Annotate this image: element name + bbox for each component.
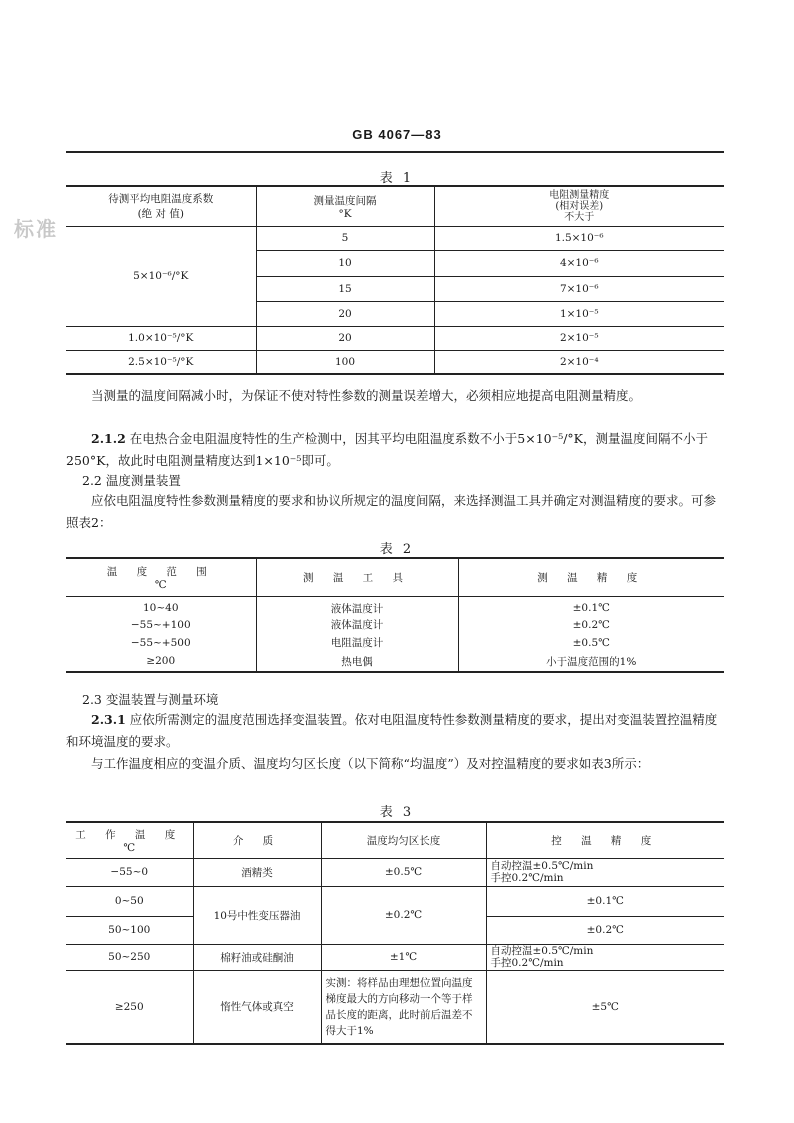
paragraph-thermometry: 应依电阻温度特性参数测量精度的要求和协议所规定的温度间隔，来选择测温工具并确定对测温精度的要求。可参照表2： [66, 493, 717, 530]
table-row [66, 596, 724, 616]
section-number: 2.3.1 [91, 712, 126, 727]
table1-precision-cell: 2×10⁻⁴ [434, 350, 724, 374]
table3-length-cell: ±0.2℃ [321, 886, 486, 944]
section-text: 应依所需测定的温度范围选择变温装置。依对电阻温度特性参数测量精度的要求，提出对变温装置控温精度和环境温度的要求。 [66, 712, 718, 749]
table3-temp-cell: −55~0 [110, 866, 149, 878]
table1-precision-cell: 4×10⁻⁶ [434, 250, 724, 276]
table1-precision-cell: 7×10⁻⁶ [434, 276, 724, 301]
table3-header-temp: 工 作 温 度 ℃ [75, 828, 184, 854]
table2-precision-cell: ±0.5℃ [458, 634, 724, 652]
table2-range-cell: 10~40 [142, 602, 179, 614]
table2-caption: 表 2 [379, 542, 415, 557]
table1-header-coef: 待测平均电阻温度系数 (绝 对 值) [108, 193, 214, 221]
paragraph-medium: 与工作温度相应的变温介质、温度均匀区长度（以下简称“均温度”）及对控温精度的要求如表3所示： [91, 756, 650, 771]
table3-temp-cell: 50~250 [108, 951, 151, 963]
table3-medium-cell: 惰性气体或真空 [193, 970, 321, 1044]
table3-control-cell: 自动控温±0.5℃/min 手控0.2℃/min [486, 858, 724, 886]
table3-caption: 表 3 [379, 805, 415, 820]
table2-range-cell: −55~+100 [130, 618, 191, 631]
table1-precision-cell: 2×10⁻⁵ [434, 326, 724, 350]
table3-control-cell: ±0.1℃ [486, 886, 724, 916]
table1-coef-cell: 5×10⁻⁶/°K [66, 226, 256, 326]
table1-coef-cell: 2.5×10⁻⁵/°K [128, 355, 194, 368]
table1-interval-cell: 5 [256, 226, 434, 250]
table2-range-cell: −55~+500 [130, 636, 191, 649]
table-row [66, 944, 724, 970]
table2 [66, 557, 724, 673]
table1-interval-cell: 100 [256, 350, 434, 374]
table3-header-medium: 介 质 [193, 822, 321, 858]
table3-control-cell: 自动控温±0.5℃/min 手控0.2℃/min [486, 944, 724, 970]
table3-length-cell: 实测：将样品由理想位置向温度梯度最大的方向移动一个等于样品长度的距离，此时前后温差不得大于1% [321, 970, 486, 1044]
table2-header-tool: 测 温 工 具 [256, 558, 458, 596]
table1-caption: 表 1 [379, 171, 415, 186]
table2-header-range: 温 度 范 围 ℃ [106, 565, 215, 591]
table2-tool-cell: 电阻温度计 [256, 634, 458, 652]
table2-header-precision: 测 温 精 度 [458, 558, 724, 596]
table1-coef-cell: 1.0×10⁻⁵/°K [128, 332, 194, 344]
table1-precision-cell: 1×10⁻⁵ [434, 301, 724, 326]
table3-control-cell: ±5℃ [486, 970, 724, 1044]
section-2-2-heading: 2.2 温度测量装置 [82, 473, 181, 488]
table3-temp-cell: 0~50 [114, 895, 144, 907]
table2-range-cell: ≥200 [146, 655, 176, 667]
table1-header-interval: 测量温度间隔 °K [256, 186, 434, 226]
table3-control-cell: ±0.2℃ [486, 916, 724, 944]
section-text: 在电热合金电阻温度特性的生产检测中，因其平均电阻温度系数不小于5×10⁻⁵/°K，测量温度间隔不小于250°K，故此时电阻测量精度达到1×10⁻⁵即可。 [66, 431, 709, 468]
table-row [66, 886, 724, 916]
table3-temp-cell: ≥250 [114, 1000, 144, 1013]
header-rule [66, 151, 724, 153]
section-number: 2.1.2 [91, 431, 126, 446]
table1-interval-cell: 20 [256, 301, 434, 326]
section-2-1-2 [66, 428, 724, 472]
table-row [66, 616, 724, 634]
table-row [66, 326, 724, 350]
document-header: GB 4067—83 [352, 127, 442, 142]
table-row [66, 652, 724, 672]
table3-medium-cell: 棉籽油或硅酮油 [193, 944, 321, 970]
table3 [66, 821, 724, 1045]
section-2-3-1 [66, 709, 724, 753]
table-row [66, 634, 724, 652]
table1-interval-cell: 10 [256, 250, 434, 276]
watermark: 标准 [14, 217, 58, 241]
table2-precision-cell: ±0.2℃ [458, 616, 724, 634]
table1 [66, 185, 724, 375]
section-2-3-heading: 2.3 变温装置与测量环境 [82, 692, 219, 707]
table1-interval-cell: 20 [256, 326, 434, 350]
table3-length-cell: ±1℃ [321, 944, 486, 970]
table-row [66, 226, 724, 250]
table3-medium-cell: 10号中性变压器油 [193, 886, 321, 944]
table3-temp-cell: 50~100 [108, 924, 151, 936]
table-row [66, 350, 724, 374]
table2-precision-cell: 小于温度范围的1% [458, 652, 724, 672]
table2-precision-cell: ±0.1℃ [458, 596, 724, 616]
table-row [66, 858, 724, 886]
table2-tool-cell: 液体温度计 [256, 616, 458, 634]
table3-header-control: 控 温 精 度 [486, 822, 724, 858]
table1-interval-cell: 15 [256, 276, 434, 301]
table3-medium-cell: 酒精类 [193, 858, 321, 886]
table3-length-cell: ±0.5℃ [321, 858, 486, 886]
table2-tool-cell: 热电偶 [256, 652, 458, 672]
table-row [66, 970, 724, 1044]
table1-header-precision: 电阻测量精度 (相对误差) 不大于 [434, 186, 724, 226]
paragraph-precision-note: 当测量的温度间隔减小时，为保证不使对特性参数的测量误差增大，必须相应地提高电阻测量精度。 [91, 388, 642, 403]
table2-tool-cell: 液体温度计 [256, 596, 458, 616]
table1-precision-cell: 1.5×10⁻⁶ [434, 226, 724, 250]
table3-header-length: 温度均匀区长度 [321, 822, 486, 858]
